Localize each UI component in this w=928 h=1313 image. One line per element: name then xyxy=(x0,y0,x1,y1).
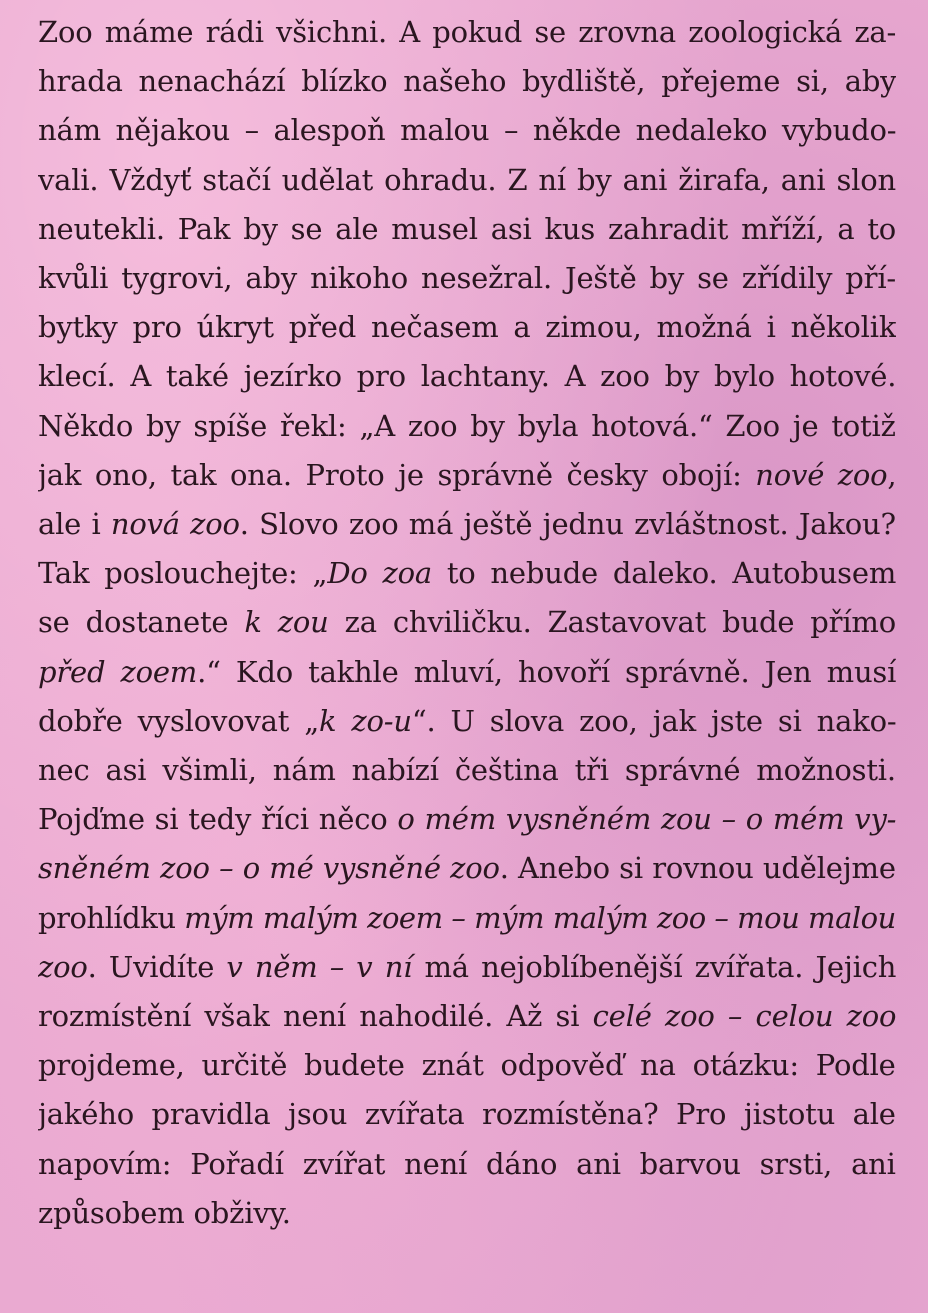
text-line xyxy=(38,8,896,57)
text-line xyxy=(38,648,896,697)
text-line xyxy=(38,303,896,352)
text-run: napovím: Pořadí zvířat není dáno ani barvou srsti, ani xyxy=(38,1146,896,1181)
text-line xyxy=(38,844,896,893)
text-line xyxy=(38,795,896,844)
italic-phrase: mým malým zoem – mým malým zoo – mou malou xyxy=(184,900,896,935)
text-run: . Slovo zoo má ještě jednu zvláštnost. Jakou? xyxy=(239,507,896,542)
text-run: Někdo by spíše řekl: „A zoo by byla hotová.“ Zoo je totiž xyxy=(38,408,896,443)
italic-phrase: nová zoo xyxy=(110,507,240,542)
text-run: to nebude daleko. Autobusem xyxy=(431,556,896,591)
text-run: jakého pravidla jsou zvířata rozmístěna? Pro jistotu ale xyxy=(38,1097,896,1132)
text-run: projdeme, určitě budete znát odpověď na otázku: Podle xyxy=(38,1048,896,1083)
text-run: hrada nenachází blízko našeho bydliště, přejeme si, aby xyxy=(38,64,896,99)
text-line xyxy=(38,402,896,451)
italic-phrase: sněném zoo – o mé vysněné zoo xyxy=(38,851,500,886)
text-run: způsobem obživy. xyxy=(38,1195,291,1230)
italic-phrase: k zo-u xyxy=(319,703,412,738)
text-run: ale i xyxy=(38,507,111,542)
text-line xyxy=(38,549,896,598)
italic-phrase: nové zoo xyxy=(755,457,888,492)
italic-phrase: Do zoa xyxy=(327,556,432,591)
text-run: jak ono, tak ona. Proto je správně česky obojí: xyxy=(38,457,756,492)
text-run: “. U slova zoo, jak jste si nako- xyxy=(411,703,896,738)
text-line xyxy=(38,1140,896,1189)
text-line xyxy=(38,254,896,303)
text-run: Zoo máme rádi všichni. A pokud se zrovna zoologická za- xyxy=(38,15,896,49)
text-run: Tak poslouchejte: „ xyxy=(38,556,328,591)
text-line xyxy=(38,451,896,500)
text-run: nec asi všimli, nám nabízí čeština tři správné možnosti. xyxy=(38,753,896,788)
text-run: kvůli tygrovi, aby nikoho nesežral. Ještě by se zřídily pří- xyxy=(38,261,896,296)
italic-phrase: k zou xyxy=(244,605,329,640)
text-line xyxy=(38,992,896,1041)
text-run: za chviličku. Zastavovat bude přímo xyxy=(328,605,896,640)
article-text xyxy=(38,8,906,1238)
text-run: klecí. A také jezírko pro lachtany. A zoo by bylo hotové. xyxy=(38,359,896,394)
text-line xyxy=(38,500,896,549)
text-run: . Anebo si rovnou udělejme xyxy=(499,851,896,886)
text-line xyxy=(38,894,896,943)
italic-phrase: zoo xyxy=(38,949,88,984)
text-run: Pojďme si tedy říci něco xyxy=(38,802,398,837)
italic-phrase: v něm – v ní xyxy=(226,949,413,984)
text-run: prohlídku xyxy=(38,900,185,935)
text-run: dobře vyslovovat „ xyxy=(38,703,320,738)
text-line xyxy=(38,352,896,401)
text-line xyxy=(38,1090,896,1139)
text-run: rozmístění však není nahodilé. Až si xyxy=(38,999,593,1034)
text-run: .“ Kdo takhle mluví, hovoří správně. Jen musí xyxy=(197,654,896,689)
text-run: nám nějakou – alespoň malou – někde nedaleko vybudo- xyxy=(38,113,896,148)
text-line xyxy=(38,57,896,106)
text-run: bytky pro úkryt před nečasem a zimou, možná i několik xyxy=(38,310,896,345)
italic-phrase: před zoem xyxy=(38,654,198,689)
text-line xyxy=(38,598,896,647)
text-run: neutekli. Pak by se ale musel asi kus zahradit mříží, a to xyxy=(38,211,896,246)
text-run: se dostanete xyxy=(38,605,245,640)
text-line xyxy=(38,1189,906,1238)
text-line xyxy=(38,746,896,795)
text-run: má nejoblíbenější zvířata. Jejich xyxy=(412,949,896,984)
text-run: . Uvidíte xyxy=(87,949,227,984)
text-line xyxy=(38,156,896,205)
text-line xyxy=(38,1041,896,1090)
text-line xyxy=(38,697,896,746)
italic-phrase: celé zoo – celou zoo xyxy=(592,999,896,1034)
text-line xyxy=(38,943,896,992)
text-line xyxy=(38,106,896,155)
italic-phrase: o mém vysněném zou – o mém vy- xyxy=(397,802,896,837)
text-run: vali. Vždyť stačí udělat ohradu. Z ní by ani žirafa, ani slon xyxy=(38,162,896,197)
text-line xyxy=(38,205,896,254)
text-run: , xyxy=(887,457,896,492)
